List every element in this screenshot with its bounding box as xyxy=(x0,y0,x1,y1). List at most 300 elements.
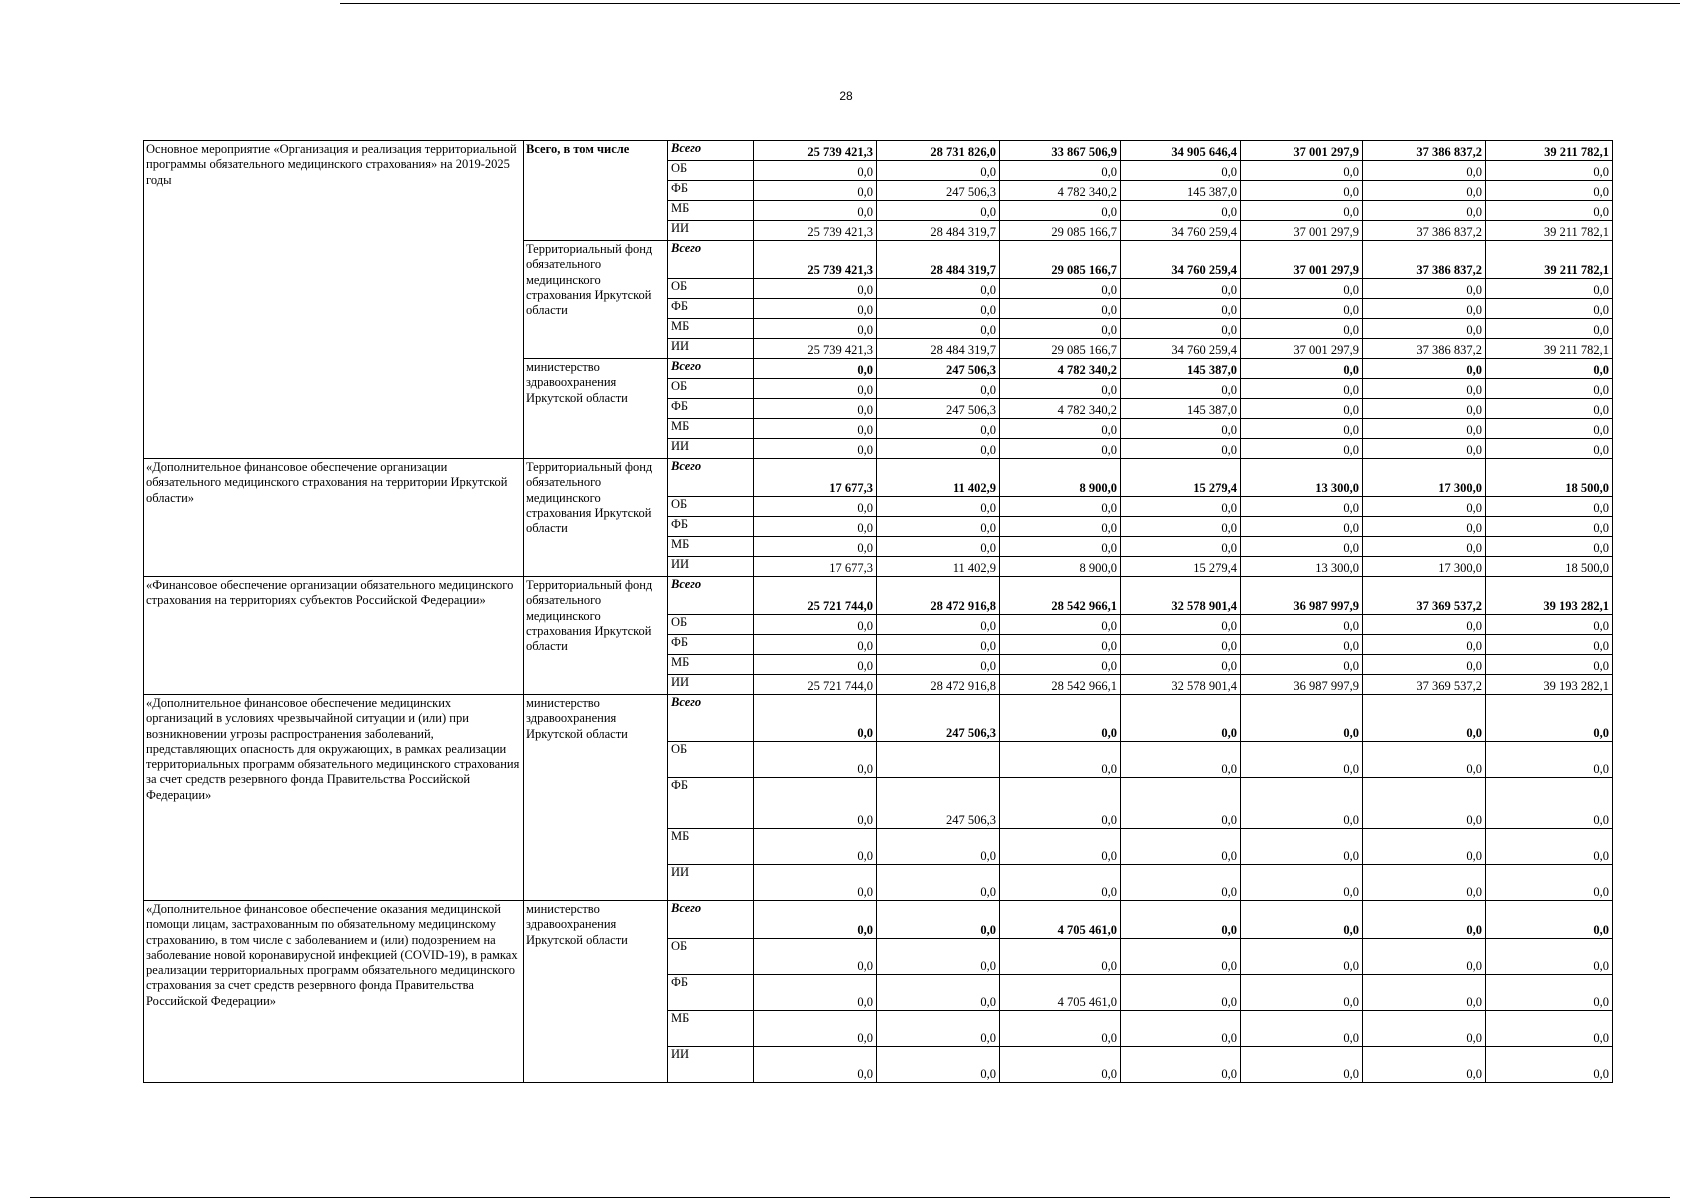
value-cell: 0,0 xyxy=(1121,299,1241,319)
value-cell: 0,0 xyxy=(877,439,1000,459)
value-cell: 0,0 xyxy=(1241,299,1363,319)
value-cell: 25 739 421,3 xyxy=(754,241,877,279)
value-cell: 0,0 xyxy=(1363,655,1486,675)
value-cell: 0,0 xyxy=(1121,1047,1241,1083)
value-cell: 0,0 xyxy=(1121,517,1241,537)
value-cell: 17 300,0 xyxy=(1363,557,1486,577)
funding-source-cell: ОБ xyxy=(668,615,754,635)
funding-source-cell: ОБ xyxy=(668,279,754,299)
value-cell: 247 506,3 xyxy=(877,695,1000,742)
budget-table xyxy=(143,140,1613,1083)
value-cell: 28 484 319,7 xyxy=(877,339,1000,359)
value-cell: 0,0 xyxy=(754,742,877,778)
value-cell: 0,0 xyxy=(877,615,1000,635)
funding-source-cell: ФБ xyxy=(668,399,754,419)
scan-bottom-rule xyxy=(30,1197,1670,1198)
value-cell: 0,0 xyxy=(1000,1011,1121,1047)
funding-source-cell: ФБ xyxy=(668,181,754,201)
funding-source-cell: ОБ xyxy=(668,161,754,181)
value-cell: 145 387,0 xyxy=(1121,399,1241,419)
value-cell: 0,0 xyxy=(1363,865,1486,901)
value-cell: 0,0 xyxy=(1486,279,1613,299)
value-cell: 0,0 xyxy=(877,829,1000,865)
value-cell: 0,0 xyxy=(754,1011,877,1047)
value-cell: 0,0 xyxy=(1000,829,1121,865)
value-cell: 0,0 xyxy=(1363,299,1486,319)
value-cell: 0,0 xyxy=(1241,742,1363,778)
funding-source-cell: ОБ xyxy=(668,497,754,517)
funding-source-cell: МБ xyxy=(668,655,754,675)
value-cell: 39 193 282,1 xyxy=(1486,577,1613,615)
value-cell: 0,0 xyxy=(1000,439,1121,459)
value-cell: 0,0 xyxy=(1363,161,1486,181)
value-cell: 37 001 297,9 xyxy=(1241,241,1363,279)
value-cell: 37 001 297,9 xyxy=(1241,221,1363,241)
value-cell: 0,0 xyxy=(1241,181,1363,201)
value-cell: 0,0 xyxy=(1121,615,1241,635)
value-cell: 0,0 xyxy=(754,419,877,439)
value-cell: 0,0 xyxy=(1121,439,1241,459)
value-cell: 34 760 259,4 xyxy=(1121,241,1241,279)
value-cell: 0,0 xyxy=(1241,517,1363,537)
value-cell: 37 001 297,9 xyxy=(1241,339,1363,359)
funding-source-cell: Всего xyxy=(668,577,754,615)
value-cell: 0,0 xyxy=(754,379,877,399)
funding-source-cell: ФБ xyxy=(668,299,754,319)
value-cell: 28 484 319,7 xyxy=(877,241,1000,279)
value-cell: 4 782 340,2 xyxy=(1000,181,1121,201)
value-cell: 0,0 xyxy=(1363,778,1486,829)
funding-source-cell: МБ xyxy=(668,1011,754,1047)
page-number: 28 xyxy=(839,89,853,103)
value-cell: 0,0 xyxy=(1363,537,1486,557)
value-cell: 17 677,3 xyxy=(754,459,877,497)
value-cell: 0,0 xyxy=(1121,279,1241,299)
value-cell: 0,0 xyxy=(877,537,1000,557)
value-cell: 0,0 xyxy=(877,865,1000,901)
event-name-cell: Основное мероприятие «Организация и реализация территориальной программы обязательного медицинского страхования» на 2019-2025 годы xyxy=(144,141,524,459)
funding-source-cell: ФБ xyxy=(668,517,754,537)
value-cell: 0,0 xyxy=(1486,1047,1613,1083)
value-cell: 34 760 259,4 xyxy=(1121,221,1241,241)
funding-source-cell: Всего xyxy=(668,241,754,279)
value-cell: 11 402,9 xyxy=(877,557,1000,577)
value-cell: 0,0 xyxy=(754,865,877,901)
value-cell: 0,0 xyxy=(754,517,877,537)
value-cell: 0,0 xyxy=(1486,901,1613,939)
value-cell: 0,0 xyxy=(1363,319,1486,339)
value-cell: 25 739 421,3 xyxy=(754,141,877,161)
table-row xyxy=(144,577,1613,615)
table-row xyxy=(144,141,1613,161)
value-cell: 0,0 xyxy=(754,975,877,1011)
value-cell: 0,0 xyxy=(1486,379,1613,399)
value-cell: 0,0 xyxy=(1121,161,1241,181)
value-cell: 37 386 837,2 xyxy=(1363,339,1486,359)
value-cell xyxy=(877,742,1000,778)
value-cell: 0,0 xyxy=(1241,615,1363,635)
value-cell: 0,0 xyxy=(877,1047,1000,1083)
executor-cell: Территориальный фонд обязательного медицинского страхования Иркутской области xyxy=(524,459,668,577)
funding-source-cell: ИИ xyxy=(668,1047,754,1083)
value-cell: 0,0 xyxy=(1241,975,1363,1011)
value-cell: 39 211 782,1 xyxy=(1486,241,1613,279)
value-cell: 0,0 xyxy=(1241,865,1363,901)
value-cell: 0,0 xyxy=(877,201,1000,221)
table-row xyxy=(144,695,1613,742)
value-cell: 0,0 xyxy=(1486,742,1613,778)
value-cell: 0,0 xyxy=(1486,181,1613,201)
value-cell: 0,0 xyxy=(1363,615,1486,635)
executor-cell: министерство здравоохранения Иркутской области xyxy=(524,695,668,901)
value-cell: 0,0 xyxy=(754,201,877,221)
value-cell: 0,0 xyxy=(1121,635,1241,655)
funding-source-cell: ФБ xyxy=(668,635,754,655)
value-cell: 0,0 xyxy=(1121,1011,1241,1047)
value-cell: 0,0 xyxy=(1241,497,1363,517)
value-cell: 0,0 xyxy=(1121,537,1241,557)
funding-source-cell: ИИ xyxy=(668,675,754,695)
value-cell: 0,0 xyxy=(1363,1011,1486,1047)
value-cell: 0,0 xyxy=(1000,939,1121,975)
budget-table-body xyxy=(144,141,1613,1083)
value-cell: 0,0 xyxy=(1000,497,1121,517)
value-cell: 0,0 xyxy=(1000,517,1121,537)
value-cell: 0,0 xyxy=(1241,379,1363,399)
value-cell: 0,0 xyxy=(1000,615,1121,635)
value-cell: 0,0 xyxy=(754,615,877,635)
value-cell: 25 721 744,0 xyxy=(754,577,877,615)
value-cell: 0,0 xyxy=(1486,939,1613,975)
funding-source-cell: Всего xyxy=(668,141,754,161)
value-cell: 0,0 xyxy=(1363,635,1486,655)
value-cell: 0,0 xyxy=(1121,319,1241,339)
value-cell: 0,0 xyxy=(877,901,1000,939)
value-cell: 0,0 xyxy=(1000,279,1121,299)
value-cell: 0,0 xyxy=(1121,695,1241,742)
value-cell: 0,0 xyxy=(1486,497,1613,517)
value-cell: 0,0 xyxy=(1363,517,1486,537)
value-cell: 0,0 xyxy=(1363,975,1486,1011)
value-cell: 11 402,9 xyxy=(877,459,1000,497)
value-cell: 0,0 xyxy=(1241,939,1363,975)
value-cell: 0,0 xyxy=(1121,419,1241,439)
value-cell: 0,0 xyxy=(1363,497,1486,517)
value-cell: 0,0 xyxy=(877,497,1000,517)
executor-cell: министерство здравоохранения Иркутской области xyxy=(524,359,668,459)
value-cell: 17 677,3 xyxy=(754,557,877,577)
table-row xyxy=(144,901,1613,939)
value-cell: 0,0 xyxy=(754,635,877,655)
value-cell: 28 731 826,0 xyxy=(877,141,1000,161)
value-cell: 0,0 xyxy=(1000,419,1121,439)
value-cell: 28 472 916,8 xyxy=(877,577,1000,615)
value-cell: 0,0 xyxy=(1000,742,1121,778)
value-cell: 37 386 837,2 xyxy=(1363,241,1486,279)
funding-source-cell: ФБ xyxy=(668,778,754,829)
value-cell: 13 300,0 xyxy=(1241,557,1363,577)
value-cell: 8 900,0 xyxy=(1000,459,1121,497)
funding-source-cell: МБ xyxy=(668,829,754,865)
value-cell: 33 867 506,9 xyxy=(1000,141,1121,161)
event-name-cell: «Дополнительное финансовое обеспечение медицинских организаций в условиях чрезвычайной ситуации и (или) при возникновении угрозы распространения заболеваний, представляющих опасность для окружающих, в рамках реализации территориальных программ обязательного медицинского страхования за счет средств резервного фонда Правительства Российской Федерации» xyxy=(144,695,524,901)
value-cell: 0,0 xyxy=(1241,1047,1363,1083)
funding-source-cell: Всего xyxy=(668,901,754,939)
funding-source-cell: ОБ xyxy=(668,939,754,975)
value-cell: 247 506,3 xyxy=(877,778,1000,829)
value-cell: 0,0 xyxy=(1000,161,1121,181)
value-cell: 0,0 xyxy=(1121,742,1241,778)
value-cell: 0,0 xyxy=(754,497,877,517)
value-cell: 0,0 xyxy=(877,975,1000,1011)
value-cell: 39 211 782,1 xyxy=(1486,339,1613,359)
value-cell: 4 705 461,0 xyxy=(1000,901,1121,939)
value-cell: 4 782 340,2 xyxy=(1000,359,1121,379)
value-cell: 0,0 xyxy=(877,655,1000,675)
value-cell: 0,0 xyxy=(754,439,877,459)
funding-source-cell: ИИ xyxy=(668,557,754,577)
value-cell: 0,0 xyxy=(1241,655,1363,675)
value-cell: 15 279,4 xyxy=(1121,557,1241,577)
value-cell: 0,0 xyxy=(754,829,877,865)
value-cell: 0,0 xyxy=(1121,201,1241,221)
value-cell: 0,0 xyxy=(1241,419,1363,439)
value-cell: 39 211 782,1 xyxy=(1486,221,1613,241)
value-cell: 0,0 xyxy=(754,778,877,829)
value-cell: 0,0 xyxy=(1363,279,1486,299)
value-cell: 36 987 997,9 xyxy=(1241,675,1363,695)
value-cell: 0,0 xyxy=(1486,161,1613,181)
value-cell: 0,0 xyxy=(1486,419,1613,439)
value-cell: 0,0 xyxy=(1363,181,1486,201)
value-cell: 0,0 xyxy=(1241,439,1363,459)
value-cell: 0,0 xyxy=(877,517,1000,537)
value-cell: 0,0 xyxy=(1121,901,1241,939)
event-name-cell: «Дополнительное финансовое обеспечение оказания медицинской помощи лицам, застрахованным по обязательному медицинскому страхованию, в том числе с заболеванием и (или) подозрением на заболевание новой коронавирусной инфекцией (COVID-19), в рамках реализации территориальных программ обязательного медицинского страхования за счет средств резервного фонда Правительства Российской Федерации» xyxy=(144,901,524,1083)
value-cell: 37 001 297,9 xyxy=(1241,141,1363,161)
value-cell: 37 369 537,2 xyxy=(1363,577,1486,615)
executor-cell: министерство здравоохранения Иркутской области xyxy=(524,901,668,1083)
value-cell: 0,0 xyxy=(754,939,877,975)
value-cell: 0,0 xyxy=(1363,379,1486,399)
value-cell: 0,0 xyxy=(1486,615,1613,635)
value-cell: 28 542 966,1 xyxy=(1000,577,1121,615)
funding-source-cell: МБ xyxy=(668,201,754,221)
value-cell: 0,0 xyxy=(1241,1011,1363,1047)
value-cell: 0,0 xyxy=(1363,419,1486,439)
funding-source-cell: Всего xyxy=(668,359,754,379)
value-cell: 0,0 xyxy=(754,399,877,419)
value-cell: 0,0 xyxy=(1486,655,1613,675)
value-cell: 0,0 xyxy=(1363,359,1486,379)
value-cell: 18 500,0 xyxy=(1486,557,1613,577)
value-cell: 0,0 xyxy=(1000,1047,1121,1083)
executor-cell: Территориальный фонд обязательного медицинского страхования Иркутской области xyxy=(524,577,668,695)
value-cell: 0,0 xyxy=(1486,201,1613,221)
value-cell: 0,0 xyxy=(1486,635,1613,655)
value-cell: 0,0 xyxy=(1241,399,1363,419)
value-cell: 0,0 xyxy=(754,161,877,181)
value-cell: 0,0 xyxy=(1241,319,1363,339)
value-cell: 4 782 340,2 xyxy=(1000,399,1121,419)
value-cell: 0,0 xyxy=(1486,1011,1613,1047)
value-cell: 37 386 837,2 xyxy=(1363,141,1486,161)
value-cell: 0,0 xyxy=(1241,635,1363,655)
value-cell: 29 085 166,7 xyxy=(1000,339,1121,359)
value-cell: 25 739 421,3 xyxy=(754,221,877,241)
value-cell: 0,0 xyxy=(877,379,1000,399)
value-cell: 0,0 xyxy=(1000,201,1121,221)
value-cell: 0,0 xyxy=(1241,901,1363,939)
value-cell: 0,0 xyxy=(1363,1047,1486,1083)
value-cell: 13 300,0 xyxy=(1241,459,1363,497)
funding-source-cell: ИИ xyxy=(668,439,754,459)
value-cell: 0,0 xyxy=(1000,319,1121,339)
value-cell: 0,0 xyxy=(1363,399,1486,419)
event-name-cell: «Финансовое обеспечение организации обязательного медицинского страхования на территориях субъектов Российской Федерации» xyxy=(144,577,524,695)
value-cell: 0,0 xyxy=(1363,695,1486,742)
value-cell: 8 900,0 xyxy=(1000,557,1121,577)
value-cell: 0,0 xyxy=(1486,517,1613,537)
value-cell: 0,0 xyxy=(1121,778,1241,829)
value-cell: 32 578 901,4 xyxy=(1121,577,1241,615)
value-cell: 0,0 xyxy=(1486,537,1613,557)
value-cell: 0,0 xyxy=(1486,778,1613,829)
value-cell: 0,0 xyxy=(1486,695,1613,742)
value-cell: 0,0 xyxy=(1486,865,1613,901)
value-cell: 0,0 xyxy=(1363,901,1486,939)
value-cell: 247 506,3 xyxy=(877,399,1000,419)
value-cell: 18 500,0 xyxy=(1486,459,1613,497)
funding-source-cell: ОБ xyxy=(668,742,754,778)
value-cell: 25 721 744,0 xyxy=(754,675,877,695)
value-cell: 0,0 xyxy=(1486,829,1613,865)
value-cell: 34 760 259,4 xyxy=(1121,339,1241,359)
value-cell: 247 506,3 xyxy=(877,359,1000,379)
value-cell: 0,0 xyxy=(754,1047,877,1083)
value-cell: 0,0 xyxy=(1363,439,1486,459)
value-cell: 0,0 xyxy=(877,939,1000,975)
value-cell: 0,0 xyxy=(754,319,877,339)
value-cell: 34 905 646,4 xyxy=(1121,141,1241,161)
value-cell: 37 386 837,2 xyxy=(1363,221,1486,241)
value-cell: 0,0 xyxy=(1241,201,1363,221)
funding-source-cell: МБ xyxy=(668,537,754,557)
value-cell: 4 705 461,0 xyxy=(1000,975,1121,1011)
executor-cell: Всего, в том числе xyxy=(524,141,668,241)
value-cell: 29 085 166,7 xyxy=(1000,241,1121,279)
value-cell: 247 506,3 xyxy=(877,181,1000,201)
value-cell: 0,0 xyxy=(1000,537,1121,557)
value-cell: 0,0 xyxy=(1000,695,1121,742)
value-cell: 0,0 xyxy=(877,279,1000,299)
event-name-cell: «Дополнительное финансовое обеспечение организации обязательного медицинского страхования на территории Иркутской области» xyxy=(144,459,524,577)
value-cell: 0,0 xyxy=(1121,497,1241,517)
scan-top-rule xyxy=(340,3,1680,4)
funding-source-cell: ИИ xyxy=(668,339,754,359)
value-cell: 0,0 xyxy=(1241,829,1363,865)
executor-cell: Территориальный фонд обязательного медицинского страхования Иркутской области xyxy=(524,241,668,359)
value-cell: 0,0 xyxy=(754,359,877,379)
value-cell: 0,0 xyxy=(1486,975,1613,1011)
value-cell: 0,0 xyxy=(1363,829,1486,865)
value-cell: 0,0 xyxy=(1363,939,1486,975)
funding-source-cell: Всего xyxy=(668,459,754,497)
funding-source-cell: ИИ xyxy=(668,865,754,901)
value-cell: 25 739 421,3 xyxy=(754,339,877,359)
value-cell: 0,0 xyxy=(754,537,877,557)
value-cell: 28 484 319,7 xyxy=(877,221,1000,241)
value-cell: 0,0 xyxy=(1121,975,1241,1011)
value-cell: 0,0 xyxy=(754,181,877,201)
value-cell: 0,0 xyxy=(1241,695,1363,742)
value-cell: 0,0 xyxy=(1486,359,1613,379)
funding-source-cell: ФБ xyxy=(668,975,754,1011)
funding-source-cell: ИИ xyxy=(668,221,754,241)
value-cell: 0,0 xyxy=(754,279,877,299)
value-cell: 0,0 xyxy=(754,695,877,742)
value-cell: 0,0 xyxy=(1121,939,1241,975)
funding-source-cell: Всего xyxy=(668,695,754,742)
value-cell: 0,0 xyxy=(754,655,877,675)
value-cell: 0,0 xyxy=(877,161,1000,181)
value-cell: 0,0 xyxy=(877,319,1000,339)
value-cell: 0,0 xyxy=(1000,299,1121,319)
value-cell: 0,0 xyxy=(1000,778,1121,829)
value-cell: 0,0 xyxy=(1121,379,1241,399)
funding-source-cell: ОБ xyxy=(668,379,754,399)
value-cell: 39 193 282,1 xyxy=(1486,675,1613,695)
value-cell: 0,0 xyxy=(1241,778,1363,829)
value-cell: 0,0 xyxy=(1363,201,1486,221)
value-cell: 0,0 xyxy=(1000,379,1121,399)
value-cell: 0,0 xyxy=(1121,829,1241,865)
value-cell: 0,0 xyxy=(1486,299,1613,319)
table-row xyxy=(144,459,1613,497)
value-cell: 36 987 997,9 xyxy=(1241,577,1363,615)
funding-source-cell: МБ xyxy=(668,319,754,339)
value-cell: 145 387,0 xyxy=(1121,181,1241,201)
value-cell: 0,0 xyxy=(1363,742,1486,778)
funding-source-cell: МБ xyxy=(668,419,754,439)
value-cell: 0,0 xyxy=(877,419,1000,439)
value-cell: 0,0 xyxy=(1486,319,1613,339)
value-cell: 0,0 xyxy=(1000,865,1121,901)
value-cell: 39 211 782,1 xyxy=(1486,141,1613,161)
value-cell: 0,0 xyxy=(754,901,877,939)
value-cell: 0,0 xyxy=(1241,279,1363,299)
value-cell: 0,0 xyxy=(1121,865,1241,901)
value-cell: 0,0 xyxy=(1486,399,1613,419)
value-cell: 0,0 xyxy=(877,635,1000,655)
value-cell: 0,0 xyxy=(1121,655,1241,675)
value-cell: 15 279,4 xyxy=(1121,459,1241,497)
value-cell: 0,0 xyxy=(877,299,1000,319)
value-cell: 0,0 xyxy=(877,1011,1000,1047)
value-cell: 28 472 916,8 xyxy=(877,675,1000,695)
value-cell: 32 578 901,4 xyxy=(1121,675,1241,695)
value-cell: 145 387,0 xyxy=(1121,359,1241,379)
value-cell: 0,0 xyxy=(1241,359,1363,379)
value-cell: 0,0 xyxy=(1241,537,1363,557)
value-cell: 37 369 537,2 xyxy=(1363,675,1486,695)
value-cell: 0,0 xyxy=(1000,655,1121,675)
value-cell: 0,0 xyxy=(1486,439,1613,459)
value-cell: 0,0 xyxy=(1241,161,1363,181)
value-cell: 0,0 xyxy=(1000,635,1121,655)
value-cell: 29 085 166,7 xyxy=(1000,221,1121,241)
value-cell: 28 542 966,1 xyxy=(1000,675,1121,695)
